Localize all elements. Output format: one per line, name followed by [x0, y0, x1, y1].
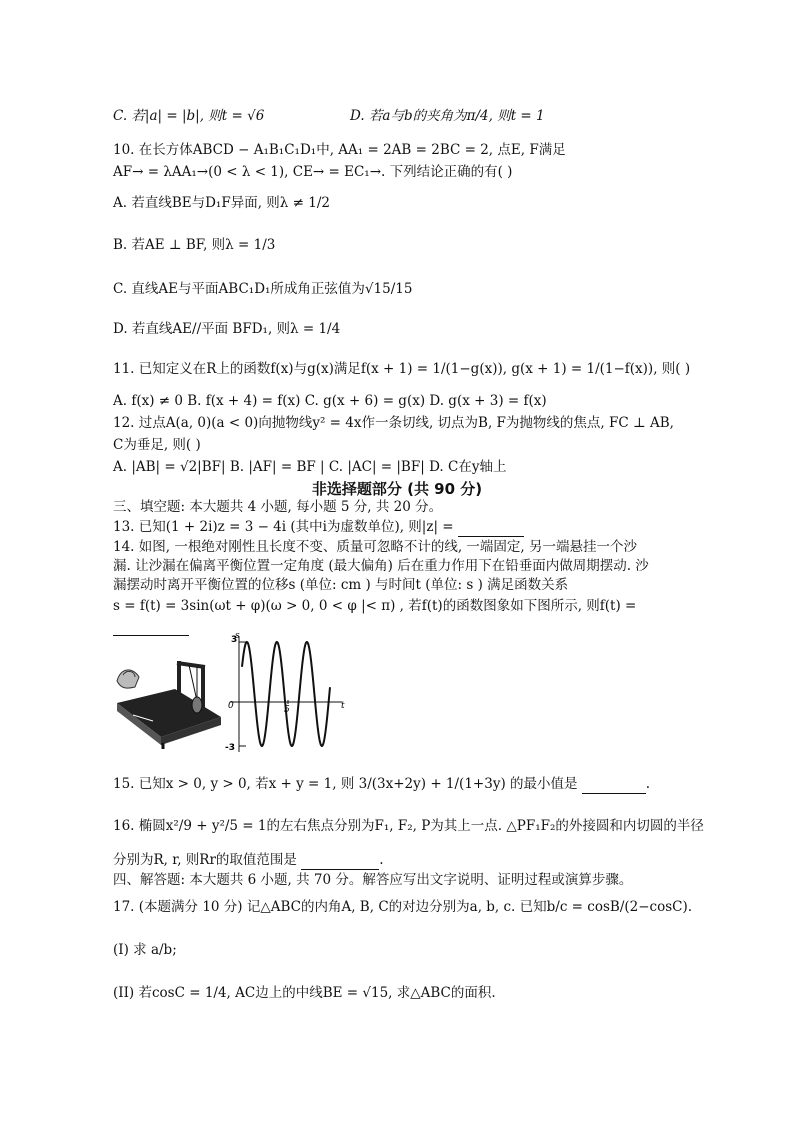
q10-stem-2: AF→ = λAA₁→(0 < λ < 1), CE→ = EC₁→. 下列结论正确的有( ) [113, 164, 513, 180]
q14-stem-1: 14. 如图, 一根绝对刚性且长度不变、质量可忽略不计的线, 一端固定, 另一端悬挂一个沙 [113, 539, 638, 555]
q13-answer-blank[interactable] [458, 518, 524, 537]
q10-option-d: D. 若直线AE//平面 BFD₁, 则λ = 1/4 [113, 321, 341, 337]
q15-answer-blank[interactable] [582, 775, 646, 794]
q11-stem: 11. 已知定义在R上的函数f(x)与g(x)满足f(x + 1) = 1/(1−g(x)), g(x + 1) = 1/(1−f(x)), 则( ) [113, 361, 691, 377]
section-title: 非选择题部分 (共 90 分) [311, 480, 483, 498]
section4-heading: 四、解答题: 本大题共 6 小题, 共 70 分。解答应写出文字说明、证明过程或演算步骤。 [113, 872, 633, 888]
q14-answer-line [113, 617, 189, 636]
q17-stem: 17. (本题满分 10 分) 记△ABC的内角A, B, C的对边分别为a, b, c. 已知b/c = cosB/(2−cosC). [113, 899, 693, 915]
q16-stem-2: 分别为R, r, 则Rr的取值范围是 . [113, 852, 384, 868]
q10-option-b: B. 若AE ⊥ BF, 则λ = 1/3 [113, 237, 276, 253]
q17-part-i: (I) 求 a/b; [113, 942, 177, 958]
sine-graph [222, 630, 352, 756]
x-axis-label: t [341, 701, 345, 711]
q10-option-a: A. 若直线BE与D₁F异面, 则λ ≠ 1/2 [113, 195, 330, 211]
tick-label-5: 5 [284, 705, 290, 715]
q13-text: 13. 已知(1 + 2i)z = 3 − 4i (其中i为虚数单位), 则|z| = [113, 519, 454, 535]
origin-label: 0 [228, 701, 234, 711]
q16-stem-1: 16. 椭圆x²/9 + y²/5 = 1的左右焦点分别为F₁, F₂, P为其上一点. △PF₁F₂的外接圆和内切圆的半径 [113, 818, 704, 834]
q13-line [113, 518, 524, 537]
q16-answer-blank[interactable] [301, 851, 379, 870]
q12-options: A. |AB| = √2|BF| B. |AF| = BF | C. |AC| = |BF| D. C在y轴上 [113, 459, 507, 475]
q10-option-c: C. 直线AE与平面ABC₁D₁所成角正弦值为√15/15 [113, 281, 413, 297]
section3-heading: 三、填空题: 本大题共 4 小题, 每小题 5 分, 共 20 分。 [113, 499, 443, 515]
q9-option-c: C. 若|a| = |b|, 则t = √6 [113, 108, 265, 124]
q16-text: 分别为R, r, 则Rr的取值范围是 [113, 852, 297, 868]
q14-stem-4: s = f(t) = 3sin(ωt + φ)(ω > 0, 0 < φ |< π) , 若f(t)的函数图象如下图所示, 则f(t) = [113, 598, 637, 614]
y-axis-label: s [235, 631, 240, 641]
q14-stem-2: 漏. 让沙漏在偏离平衡位置一定角度 (最大偏角) 后在重力作用下在铅垂面内做周期摆动. 沙 [113, 558, 649, 574]
q15-text: 15. 已知x > 0, y > 0, 若x + y = 1, 则 3/(3x+2y) + 1/(1+3y) 的最小值是 [113, 776, 578, 792]
y-bottom-label: -3 [225, 743, 235, 753]
q12-stem-2: C为垂足, 则( ) [113, 437, 201, 453]
sand-pendulum-figure [113, 655, 225, 750]
q15-line: 15. 已知x > 0, y > 0, 若x + y = 1, 则 3/(3x+2y) + 1/(1+3y) 的最小值是 . [113, 776, 651, 792]
q14-stem-3: 漏摆动时离开平衡位置的位移s (单位: cm ) 与时间t (单位: s ) 满足函数关系 [113, 577, 569, 593]
q12-stem-1: 12. 过点A(a, 0)(a < 0)向抛物线y² = 4x作一条切线, 切点为B, F为抛物线的焦点, FC ⊥ AB, [113, 415, 674, 431]
q10-stem-1: 10. 在长方体ABCD − A₁B₁C₁D₁中, AA₁ = 2AB = 2BC = 2, 点E, F满足 [113, 142, 566, 158]
sine-curve [242, 642, 330, 746]
y-top-label: 3 [231, 635, 238, 645]
q14-answer-blank[interactable] [113, 617, 189, 636]
q11-options: A. f(x) ≠ 0 B. f(x + 4) = f(x) C. g(x + 6) = g(x) D. g(x + 3) = f(x) [113, 393, 547, 409]
q9-option-d: D. 若a与b的夹角为π/4, 则t = 1 [350, 108, 545, 124]
q17-part-ii: (II) 若cosC = 1/4, AC边上的中线BE = √15, 求△ABC的面积. [113, 985, 496, 1001]
